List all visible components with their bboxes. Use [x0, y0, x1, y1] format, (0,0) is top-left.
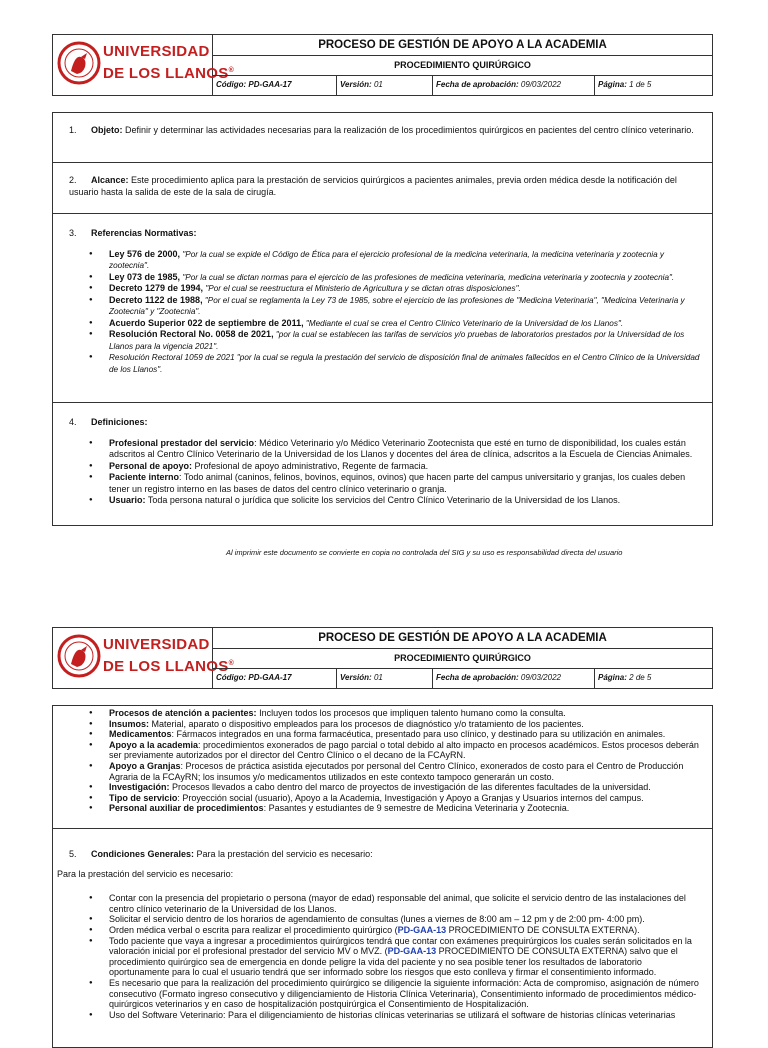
university-logo [53, 628, 235, 688]
code-cell: Código: PD-GAA-17 [213, 75, 337, 95]
logo-text-line1: UNIVERSIDAD [103, 636, 210, 653]
list-item: ● Decreto 1279 de 1994, "Por el cual se reestructura el Ministerio de Agricultura y se dictan otras disposiciones". [69, 283, 704, 295]
list-item: ● Tipo de servicio: Proyección social (usuario), Apoyo a la Academia, Investigación y Apoyo a Granjas y Usuarios internos del campus. [69, 793, 704, 804]
list-item: ● Todo paciente que vaya a ingresar a procedimientos quirúrgicos tendrá que contar con exámenes prequirúrgicos los cuales serán solicitados en la valoración inicial por el profesional prestador del servicio MV o MVZ. (PD-GAA-13 PROCEDIMIENTO DE CONSULTA EXTERNA) salvo que el procedimiento quirúrgico sea de emergencia en donde peligre la vida del paciente y no sea posible tener los resultados de laboratorio oportunamente para lo cual el usuario tendrá que ser informado sobre los riesgos que esto conlleva y firmar el consentimiento informado. [69, 936, 704, 978]
procedure-title: PROCEDIMIENTO QUIRÚRGICO [213, 648, 712, 669]
document-header [52, 34, 713, 96]
list-item: ● Paciente interno: Todo animal (caninos, felinos, bovinos, equinos, ovinos) que hacen parte del campus universitario y granjas, los cuales deben tener un registro interno en las bases de datos del centro clínico veterinario o granja. [69, 472, 704, 495]
list-item: ● Uso del Software Veterinario: Para el diligenciamiento de historias clínicas veterinarias se utilizará el software de historias clínicas veterinarias [69, 1010, 704, 1021]
page-1 [52, 34, 713, 564]
definitions-list [69, 438, 704, 507]
procedure-title: PROCEDIMIENTO QUIRÚRGICO [213, 55, 712, 76]
list-item: ● Solicitar el servicio dentro de los horarios de agendamiento de consultas (lunes a viernes de 8:00 am – 12 pm y de 2:00 pm- 4:00 pm). [69, 914, 704, 925]
list-item: ● Medicamentos: Fármacos integrados en una forma farmacéutica, presentado para uso clínico, y destinado para su utilización en animales. [69, 729, 704, 740]
list-item: ● Personal de apoyo: Profesional de apoyo administrativo, Regente de farmacia. [69, 461, 704, 473]
page-number-cell: Página: 1 de 5 [598, 80, 652, 89]
list-item: ● Orden médica verbal o escrita para realizar el procedimiento quirúrgico (PD-GAA-13 PROCEDIMIENTO DE CONSULTA EXTERNA). [69, 925, 704, 936]
university-seal-icon [57, 634, 101, 678]
header-meta-row [213, 668, 712, 688]
procedure-code-link[interactable]: PD-GAA-13 [397, 924, 447, 935]
approval-date-cell: Fecha de aprobación: 09/03/2022 [433, 668, 595, 688]
footer-disclaimer: Al imprimir este documento se convierte en copia no controlada del SIG y su uso es responsabilidad directa del usuario [226, 548, 623, 557]
version-cell: Versión: 01 [337, 668, 433, 688]
references-list [69, 249, 704, 376]
list-item: ● Investigación: Procesos llevados a cabo dentro del marco de proyectos de investigación de las diferentes facultades de la universidad. [69, 782, 704, 793]
list-item: ● Usuario: Toda persona natural o jurídica que solicite los servicios del Centro Clínico Veterinario de la Universidad de los Llanos. [69, 495, 704, 507]
code-cell: Código: PD-GAA-17 [213, 668, 337, 688]
document-header [52, 627, 713, 689]
section-definiciones-continued [52, 705, 713, 829]
list-item: ● Procesos de atención a pacientes: Incluyen todos los procesos que impliquen talento humano como la consulta. [69, 708, 704, 719]
list-item: ● Personal auxiliar de procedimientos: Pasantes y estudiantes de 9 semestre de Medicina Veterinaria y Zootecnia. [69, 803, 704, 814]
list-item: ● Resolución Rectoral No. 0058 de 2021, "por la cual se establecen las tarifas de servicios y/o pruebas de laboratorios prestados por la Universidad de los Llanos para la vigencia 2021". [69, 329, 704, 352]
section-referencias-normativas: 3. Referencias Normativas: ● Ley 576 de 2000, "Por la cual se expide el Código de Ética para el ejercicio profesional de la medicina veterinaria, la medicina veterinaria y zootecnia y zootecnia". ● Ley 073 de 1985, "Por la cual se dictan normas para el ejercicio de las profesiones de medicina veterinaria, medicina veterinaria y zootecnia y zootecnia". ● Decreto 1279 de 1994, "Por el cual se reestructura el Ministerio de Agricultura y se dictan otras disposiciones". ● Decreto 1122 de 1988, "Por el cual se reglamenta la Ley 73 de 1985, sobre el ejercicio de las profesiones de "Medicina Veterinaria", "Medicina Veterinaria y Zootecnia" y "Zootecnia". ● Acuerdo Superior 022 de septiembre de 2011, "Mediante el cual se crea el Centro Clínico Veterinario de la Universidad de los Llanos". ● Resolución Rectoral No. 0058 de 2021, "por la cual se establecen las tarifas de servicios y/o pruebas de laboratorios prestados por la Universidad de los Llanos para la vigencia 2021". ● Resolución Rectoral 1059 de 2021 "por la cual se regula la prestación del servicio de disposición final de animales fallecidos en el Centro Clínico de la Universidad de los Llanos". [52, 213, 713, 403]
list-item: ● Ley 073 de 1985, "Por la cual se dictan normas para el ejercicio de las profesiones de medicina veterinaria, medicina veterinaria y zootecnia y zootecnia". [69, 272, 704, 284]
section-condiciones-generales: 5. Condiciones Generales: Para la prestación del servicio es necesario: Para la prestación del servicio es necesario: ● Contar con la presencia del propietario o persona (mayor de edad) responsable del animal, que solicite el servicio dentro de las instalaciones del centro clínico veterinario de la Universidad de los Llanos. ● Solicitar el servicio dentro de los horarios de agendamiento de consultas (lunes a viernes de 8:00 am – 12 pm y de 2:00 pm- 4:00 pm). ● Orden médica verbal o escrita para realizar el procedimiento quirúrgico (PD-GAA-13 PROCEDIMIENTO DE CONSULTA EXTERNA). ● Todo paciente que vaya a ingresar a procedimientos quirúrgicos tendrá que contar con exámenes prequirúrgicos los cuales serán solicitados en la valoración inicial por el profesional prestador del servicio MV o MVZ. (PD-GAA-13 PROCEDIMIENTO DE CONSULTA EXTERNA) salvo que el procedimiento quirúrgico sea de emergencia en donde peligre la vida del paciente y no sea posible tener los resultados de laboratorio oportunamente para lo cual el usuario tendrá que ser informado sobre los riesgos que esto conlleva y firmar el consentimiento informado. ● Es necesario que para la realización del procedimiento quirúrgico se diligencie la siguiente información: Acta de compromiso, asignación de número consecutivo (Formato ingreso consecutivo y diligenciamiento de Historia Clínica Veterinaria), Consentimiento informado de procedimientos médico-quirúrgicos veterinarios y en caso de hospitalización postquirúrgica el Consentimiento de Hospitalización. ● Uso del Software Veterinario: Para el diligenciamiento de historias clínicas veterinarias se utilizará el software de historias clínicas veterinarias [52, 828, 713, 1048]
definitions-list [69, 708, 704, 814]
list-item: ● Apoyo a Granjas: Procesos de práctica asistida ejecutados por personal del Centro Clínico, exonerados de costo para el Centro de Producción Agraria de la FCAyRN; los insumos y/o medicamentos utilizados en este contexto tampoco generarán un costo. [69, 761, 704, 782]
list-item: ● Decreto 1122 de 1988, "Por el cual se reglamenta la Ley 73 de 1985, sobre el ejercicio de las profesiones de "Medicina Veterinaria", "Medicina Veterinaria y Zootecnia" y "Zootecnia". [69, 295, 704, 318]
list-item: ● Insumos: Material, aparato o dispositivo empleados para los procesos de diagnóstico y/o tratamiento de los pacientes. [69, 719, 704, 730]
section-alcance: 2. Alcance: Este procedimiento aplica para la prestación de servicios quirúrgicos a pacientes animales, previa orden médica desde la notificación del usuario hasta la salida de este de la sala de cirugía. [52, 162, 713, 214]
list-item: ● Acuerdo Superior 022 de septiembre de 2011, "Mediante el cual se crea el Centro Clínico Veterinario de la Universidad de los Llanos". [69, 318, 704, 330]
header-meta-row [213, 75, 712, 95]
section-definiciones: 4. Definiciones: ● Profesional prestador del servicio: Médico Veterinario y/o Médico Veterinario Zootecnista que esté en turno de disponibilidad, los cuales están adscritos al Centro Clínico Veterinario de la Universidad de los Llanos y docentes del área de clínica, adscritos a la Escuela de Ciencias Animales. ● Personal de apoyo: Profesional de apoyo administrativo, Regente de farmacia. ● Paciente interno: Todo animal (caninos, felinos, bovinos, equinos, ovinos) que hacen parte del campus universitario y granjas, los cuales deben tener un registro interno en las bases de datos del centro clínico veterinario o granja. ● Usuario: Toda persona natural o jurídica que solicite los servicios del Centro Clínico Veterinario de la Universidad de los Llanos. [52, 402, 713, 526]
list-item: ● Resolución Rectoral 1059 de 2021 "por la cual se regula la prestación del servicio de disposición final de animales fallecidos en el Centro Clínico de la Universidad de los Llanos". [69, 352, 704, 375]
section-intro: Para la prestación del servicio es necesario: [57, 868, 234, 879]
section-objeto: 1. Objeto: Definir y determinar las actividades necesarias para la realización de los procedimientos quirúrgicos en pacientes del centro clínico veterinario. [52, 112, 713, 163]
process-title: PROCESO DE GESTIÓN DE APOYO A LA ACADEMIA [213, 628, 712, 649]
approval-date-cell: Fecha de aprobación: 09/03/2022 [433, 75, 595, 95]
list-item: ● Apoyo a la academia: procedimientos exonerados de pago parcial o total debido al alto impacto en procesos académicos. Estos procesos deberán ser previamente autorizados por el director del Centro Clínico o el decano de la FCAyRN. [69, 740, 704, 761]
version-cell: Versión: 01 [337, 75, 433, 95]
page-number-cell: Página: 2 de 5 [598, 673, 652, 682]
list-item: ● Profesional prestador del servicio: Médico Veterinario y/o Médico Veterinario Zootecnista que esté en turno de disponibilidad, los cuales están adscritos al Centro Clínico Veterinario de la Universidad de los Llanos y docentes del área de clínica, adscritos a la Escuela de Ciencias Animales. [69, 438, 704, 461]
procedure-code-link[interactable]: PD-GAA-13 [387, 946, 437, 957]
university-seal-icon [57, 41, 101, 85]
list-item: ● Ley 576 de 2000, "Por la cual se expide el Código de Ética para el ejercicio profesional de la medicina veterinaria, la medicina veterinaria y zootecnia y zootecnia". [69, 249, 704, 272]
logo-text-line1: UNIVERSIDAD [103, 43, 210, 60]
logo-text-line2: DE LOS LLANOS® [103, 65, 235, 82]
list-item: ● Es necesario que para la realización del procedimiento quirúrgico se diligencie la siguiente información: Acta de compromiso, asignación de número consecutivo (Formato ingreso consecutivo y diligenciamiento de Historia Clínica Veterinaria), Consentimiento informado de procedimientos médico-quirúrgicos veterinarios y en caso de hospitalización postquirúrgica el Consentimiento de Hospitalización. [69, 978, 704, 1010]
conditions-list [53, 893, 704, 1020]
university-logo [53, 35, 235, 95]
page-2 [52, 627, 713, 1024]
logo-text-line2: DE LOS LLANOS® [103, 658, 235, 675]
process-title: PROCESO DE GESTIÓN DE APOYO A LA ACADEMIA [213, 35, 712, 56]
list-item: ● Contar con la presencia del propietario o persona (mayor de edad) responsable del animal, que solicite el servicio dentro de las instalaciones del centro clínico veterinario de la Universidad de los Llanos. [69, 893, 704, 914]
